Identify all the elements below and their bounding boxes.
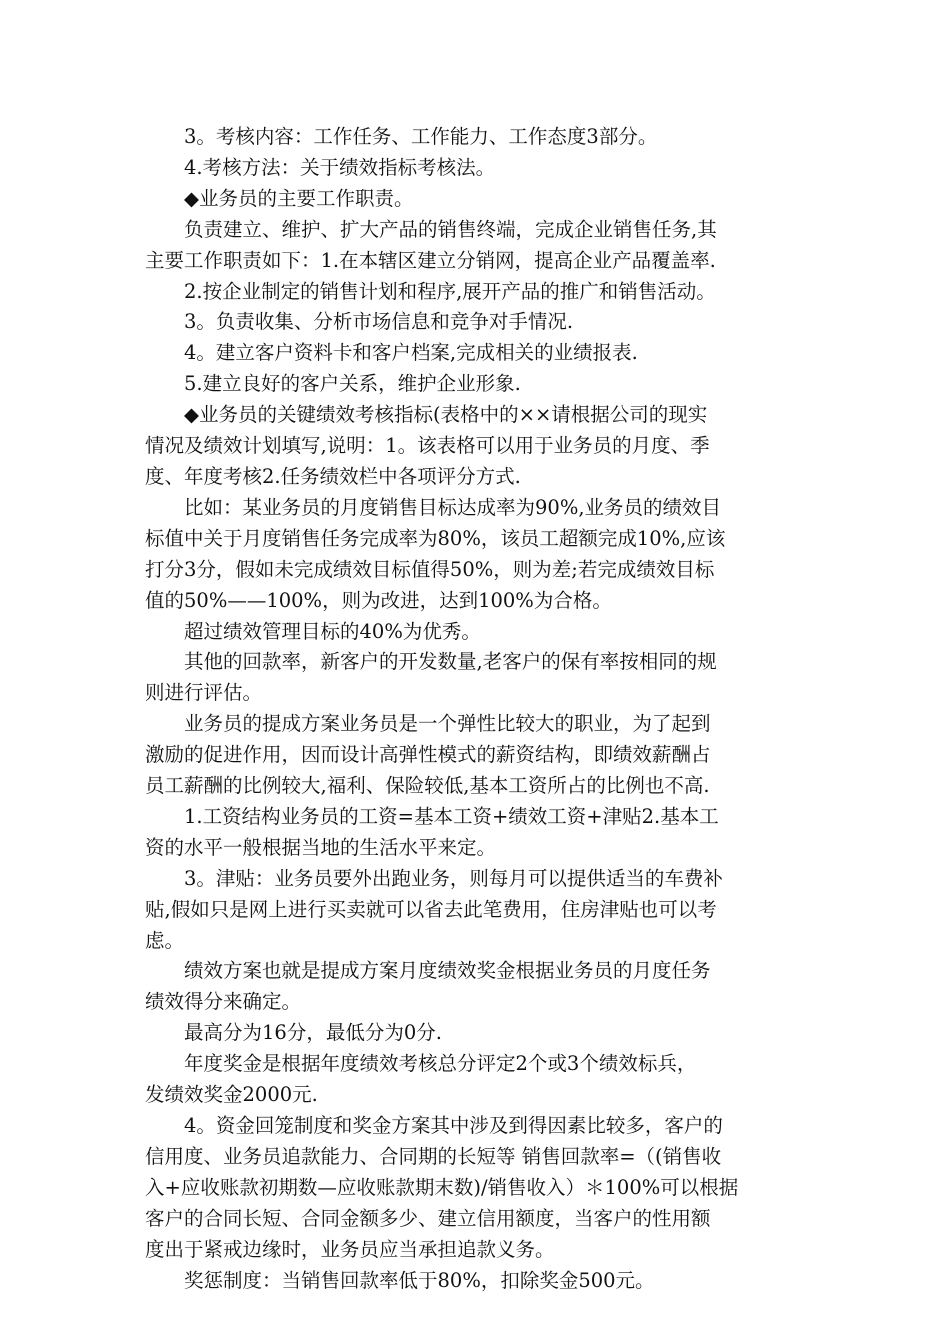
text-line: 超过绩效管理目标的40%为优秀。 [184,619,481,643]
text-line: 4。资金回笼制度和奖金方案其中涉及到得因素比较多，客户的 [184,1114,723,1137]
text-line: 情况及绩效计划填写,说明：1。该表格可以用于业务员的月度、季 [145,434,710,458]
text-line: 4.考核方法：关于绩效指标考核法。 [184,155,496,179]
text-line: 则进行评估。 [145,681,263,705]
text-line: 绩效方案也就是提成方案月度绩效奖金根据业务员的月度任务 [184,959,711,983]
text-line: 主要工作职责如下：1.在本辖区建立分销网，提高企业产品覆盖率. [145,248,716,272]
text-line: 其他的回款率，新客户的开发数量,老客户的保有率按相同的规 [184,650,717,674]
text-line: 贴,假如只是网上进行买卖就可以省去此笔费用，住房津贴也可以考 [145,897,717,921]
text-line: 1.工资结构业务员的工资=基本工资+绩效工资+津贴2.基本工 [184,804,719,828]
text-line: 度出于紧戒边缘时，业务员应当承担追款义务。 [145,1237,555,1261]
text-line: 业务员的提成方案业务员是一个弹性比较大的职业，为了起到 [184,712,711,736]
text-line: 绩效得分来确定。 [145,990,302,1014]
text-line: 发绩效奖金2000元. [145,1083,318,1107]
text-line: ◆业务员的主要工作职责。 [184,186,414,210]
document-body [145,122,807,1296]
text-line: 资的水平一般根据当地的生活水平来定。 [145,835,497,859]
text-line: 打分3分，假如未完成绩效目标值得50%，则为差;若完成绩效目标 [145,557,715,581]
text-line: 2.按企业制定的销售计划和程序,展开产品的推广和销售活动。 [184,279,716,303]
text-line: 最高分为16分，最低分为0分. [184,1021,442,1045]
text-line: 5.建立良好的客户关系，维护企业形象. [184,372,521,396]
text-line: 比如：某业务员的月度销售目标达成率为90%,业务员的绩效目 [184,495,722,519]
text-line: 3。津贴：业务员要外出跑业务，则每月可以提供适当的车费补 [184,866,723,890]
text-line: 激励的促进作用，因而设计高弹性模式的薪资结构，即绩效薪酬占 [145,743,711,767]
text-line: 客户的合同长短、合同金额多少、建立信用额度，当客户的性用额 [145,1206,711,1230]
text-line: 4。建立客户资料卡和客户档案,完成相关的业绩报表. [184,341,638,365]
text-line: 虑。 [145,928,185,952]
text-line: 奖惩制度：当销售回款率低于80%，扣除奖金500元。 [184,1268,655,1292]
text-line: ◆业务员的关键绩效考核指标(表格中的××请根据公司的现实 [184,403,708,427]
text-line: 值的50%——100%，则为改进，达到100%为合格。 [145,588,612,612]
text-line: 标值中关于月度销售任务完成率为80%，该员工超额完成10%,应该 [145,526,726,550]
text-line: 度、年度考核2.任务绩效栏中各项评分方式. [145,464,521,488]
text-line: 员工薪酬的比例较大,福利、保险较低,基本工资所占的比例也不高. [145,774,710,798]
text-line: 入+应收账款初期数—应收账款期末数)/销售收入）＊100%可以根据 [145,1175,739,1199]
text-line: 年度奖金是根据年度绩效考核总分评定2个或3个绩效标兵， [184,1052,697,1076]
text-line: 3。考核内容：工作任务、工作能力、工作态度3部分。 [184,125,658,148]
text-line: 负责建立、维护、扩大产品的销售终端，完成企业销售任务,其 [184,217,717,241]
text-line: 3。负责收集、分析市场信息和竞争对手情况. [184,310,574,334]
text-line: 信用度、业务员追款能力、合同期的长短等 销售回款率=（(销售收 [145,1144,722,1168]
